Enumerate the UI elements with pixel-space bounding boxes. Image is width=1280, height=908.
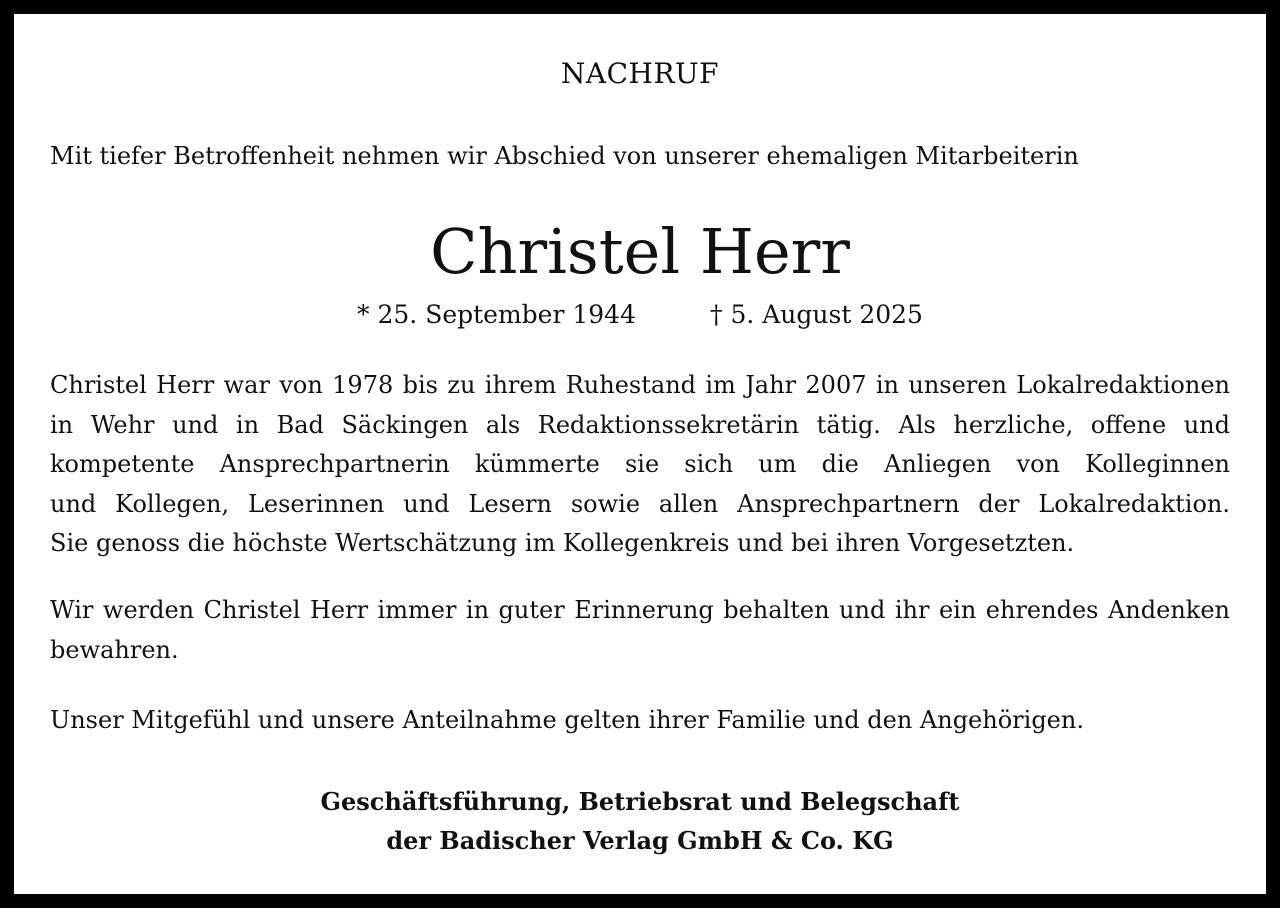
notice-heading: NACHRUF (560, 57, 720, 90)
paragraph-line: kompetente Ansprechpartnerin kümmerte sie sich um die Anliegen von Kolleginnen (50, 450, 1230, 478)
signature-block (14, 782, 1266, 860)
deceased-name: Christel Herr (430, 215, 850, 288)
paragraph-line: Sie genoss die höchste Wertschätzung im Kollegenkreis und bei ihren Vorgesetzten. (50, 529, 1075, 557)
birth-date: * 25. September 1944 (357, 300, 636, 329)
paragraph-line: in Wehr und in Bad Säckingen als Redaktionssekretärin tätig. Als herzliche, offene und (50, 410, 1230, 439)
signature-line: Geschäftsführung, Betriebsrat und Belegschaft (320, 787, 960, 816)
paragraph-line: Unser Mitgefühl und unsere Anteilnahme gelten ihrer Familie und den Angehörigen. (50, 706, 1084, 734)
biography-paragraph (50, 366, 1230, 564)
death-date: † 5. August 2025 (710, 300, 923, 329)
obituary-notice (14, 14, 1266, 894)
remembrance-paragraph (50, 591, 1230, 670)
paragraph-line: Christel Herr war von 1978 bis zu ihrem Ruhestand im Jahr 2007 in unseren Lokalredaktionen (50, 371, 1230, 399)
intro-text: Mit tiefer Betroffenheit nehmen wir Abschied von unserer ehemaligen Mitarbeiterin (50, 142, 1079, 170)
paragraph-line: Wir werden Christel Herr immer in guter Erinnerung behalten und ihr ein ehrendes Andenken (50, 596, 1230, 624)
condolence-paragraph (50, 701, 1230, 741)
paragraph-line: und Kollegen, Leserinnen und Lesern sowie allen Ansprechpartnern der Lokalredaktion. (50, 489, 1230, 518)
signature-line: der Badischer Verlag GmbH & Co. KG (386, 826, 894, 855)
life-dates (14, 297, 1266, 333)
paragraph-line: bewahren. (50, 635, 179, 664)
